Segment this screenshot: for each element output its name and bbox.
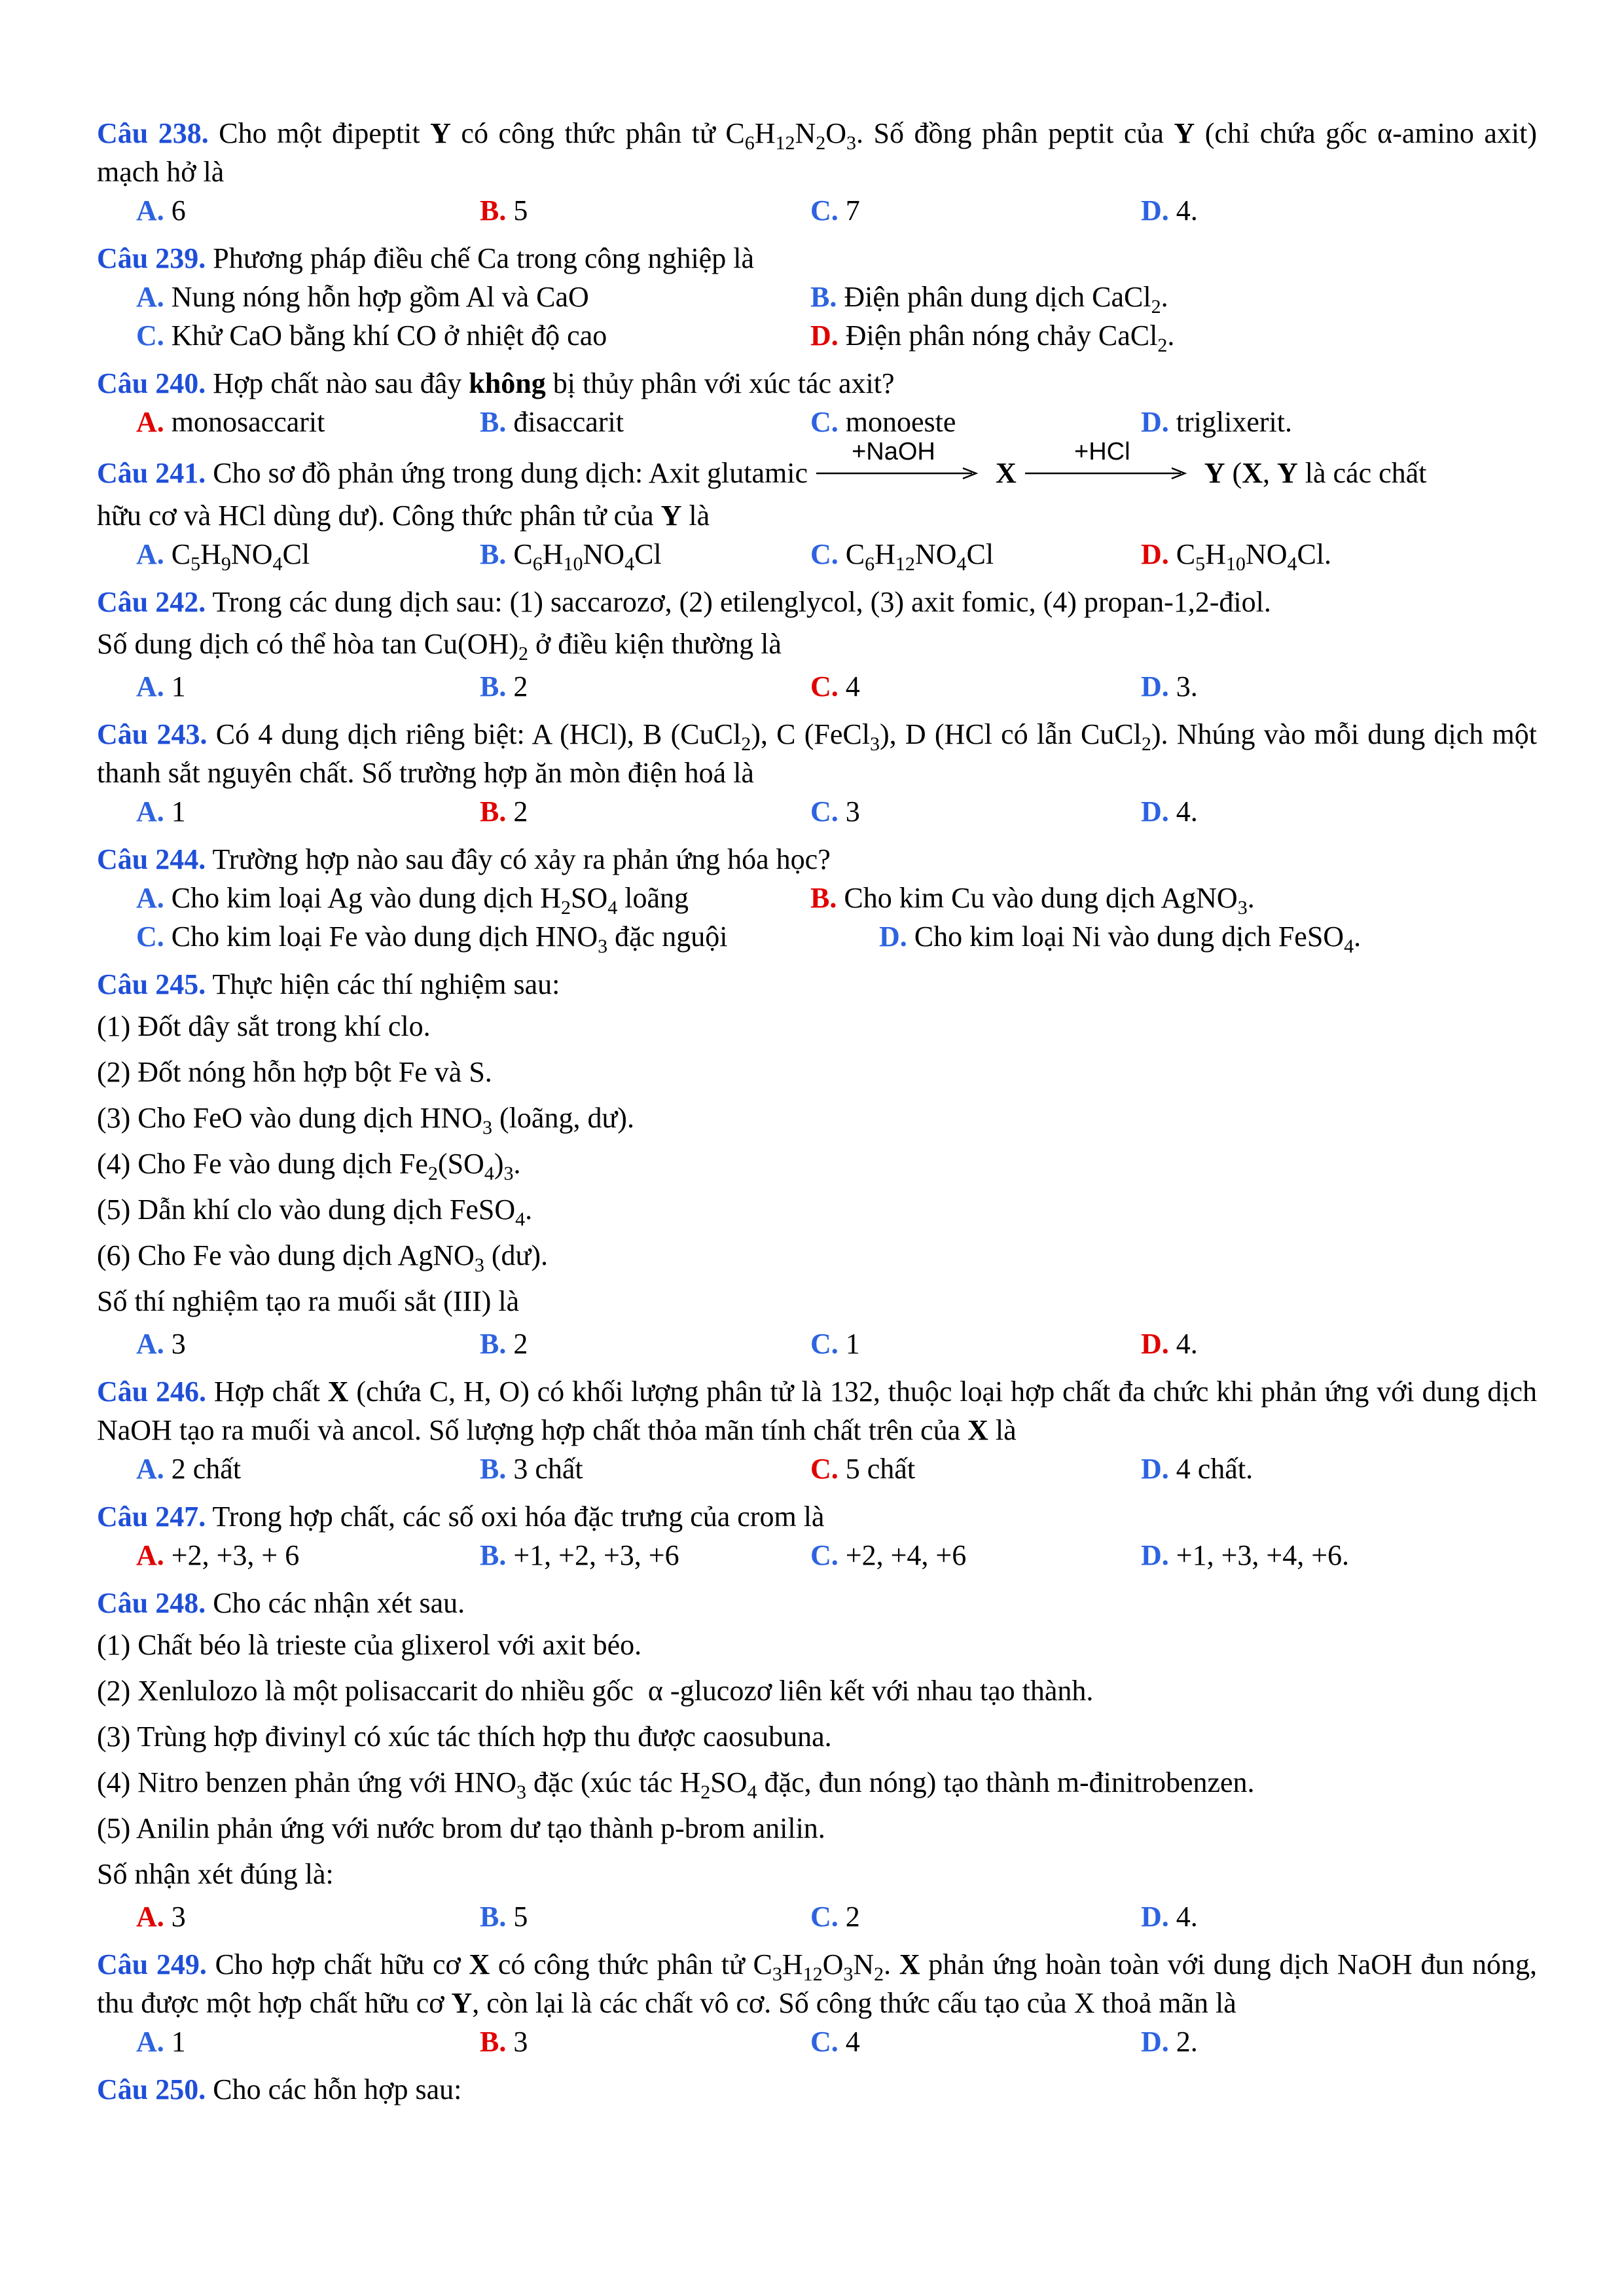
option-text: đisaccarit: [506, 406, 624, 438]
answer-option-d[interactable]: [1141, 1536, 1349, 1575]
answer-option-c[interactable]: [810, 792, 860, 831]
option-text: 3: [164, 1328, 186, 1360]
answer-option-c[interactable]: [810, 1536, 966, 1575]
option-text: 2 chất: [164, 1453, 242, 1485]
answer-option-c[interactable]: [810, 191, 860, 230]
option-letter: D.: [810, 319, 839, 352]
option-text: 1: [164, 795, 186, 828]
answer-options-row: [97, 917, 1537, 956]
option-text: 2: [506, 795, 528, 828]
answer-option-a[interactable]: [136, 1897, 186, 1936]
answer-option-b[interactable]: [480, 403, 624, 441]
question-stem: Câu 241. Cho sơ đồ phản ứng trong dung dịch: Axit glutamic +NaOH X +HCl Y (X, Y là các chất: [97, 450, 1537, 496]
answer-option-c[interactable]: [810, 2022, 860, 2061]
answer-option-a[interactable]: [136, 879, 689, 917]
option-text: Điện phân nóng chảy CaCl$_2$.: [838, 319, 1175, 356]
question-number: Câu 247.: [97, 1501, 206, 1533]
answer-options-row: [97, 879, 1537, 917]
option-letter: C.: [810, 406, 839, 438]
option-letter: A.: [136, 194, 164, 227]
statement-line: (4) Cho Fe vào dung dịch $Fe_2(SO_4)_3$.: [97, 1148, 521, 1184]
option-letter: D.: [1141, 795, 1169, 828]
option-letter: A.: [136, 406, 164, 438]
statement-line: Số nhận xét đúng là:: [97, 1858, 334, 1890]
question-stem: [97, 114, 1537, 191]
answer-option-c[interactable]: [810, 535, 994, 574]
answer-option-b[interactable]: [810, 879, 1255, 917]
option-text: +2, +3, + 6: [164, 1539, 300, 1571]
question-stem: [97, 583, 1537, 621]
question-stem: [97, 364, 1537, 403]
answer-option-b[interactable]: [480, 2022, 528, 2061]
statement-line: (2) Xenlulozo là một polisaccarit do nhiều gốc α -glucozơ liên kết với nhau tạo thành.: [97, 1675, 1094, 1707]
arrow-reagent-label: +HCl: [1074, 438, 1130, 465]
option-letter: C.: [810, 1539, 839, 1571]
option-letter: A.: [136, 1328, 164, 1360]
option-text: $C_6H_{10}NO_4Cl$: [506, 538, 662, 575]
option-letter: A.: [136, 2026, 164, 2058]
answer-options: [97, 2022, 1537, 2061]
answer-options: [97, 667, 1537, 706]
answer-option-a[interactable]: [136, 1536, 299, 1575]
question-number: Câu 239.: [97, 242, 206, 274]
question-text: Phương pháp điều chế Ca trong công nghiệp là: [206, 242, 754, 274]
option-text: 4 chất.: [1168, 1453, 1254, 1485]
answer-options: [97, 191, 1537, 230]
question-text: Cho một đipeptit Y có công thức phân tử $C_6H_{12}N_2O_3$. Số đồng phân peptit của Y (chỉ chứa gốc α-amino axit) mạch hở là: [97, 117, 1538, 188]
option-text: Khử CaO bằng khí CO ở nhiệt độ cao: [164, 319, 607, 352]
answer-option-c[interactable]: [810, 1449, 915, 1488]
question-text: Thực hiện các thí nghiệm sau:: [206, 968, 560, 1000]
option-text: 4.: [1168, 194, 1198, 227]
answer-option-b[interactable]: [810, 278, 1168, 316]
option-letter: D.: [1141, 538, 1169, 570]
question-stem: [97, 965, 1537, 1004]
question-stem-line: Số dung dịch có thể hòa $\tan Cu(OH)_2$ ở điều kiện thường là: [97, 628, 782, 665]
option-text: 4.: [1168, 1328, 1198, 1360]
statement-line: (5) Anilin phản ứng với nước brom dư tạo thành p-brom anilin.: [97, 1812, 825, 1844]
question-text: Hợp chất X (chứa C, H, O) có khối lượng phân tử là 132, thuộc loại hợp chất đa chức khi phản ứng với dung dịch NaOH tạo ra muối và ancol. Số lượng hợp chất thỏa mãn tính chất trên của X là: [97, 1376, 1537, 1446]
option-text: 1: [838, 1328, 860, 1360]
option-text: 3.: [1168, 670, 1198, 702]
answer-option-b[interactable]: [480, 1897, 528, 1936]
option-letter: B.: [480, 1539, 507, 1571]
answer-option-b[interactable]: [480, 1324, 528, 1363]
answer-option-d[interactable]: [1141, 1897, 1198, 1936]
reaction-arrow: [1024, 438, 1197, 484]
question-text: Cho các hỗn hợp sau:: [206, 2073, 462, 2105]
option-text: $C_5H_{10}NO_4Cl$.: [1168, 538, 1332, 575]
question-238: [97, 114, 1537, 230]
question-stem: [97, 1497, 1537, 1536]
answer-option-d[interactable]: [879, 917, 1361, 956]
question-number: Câu 240.: [97, 367, 206, 399]
question-text: Trong các dung dịch sau: (1) saccarozơ, (2) etilenglycol, (3) axit fomic, (4) propan-1,2-điol.: [206, 586, 1271, 618]
answer-option-c[interactable]: [810, 1897, 860, 1936]
option-text: 4.: [1168, 795, 1198, 828]
answer-options: [97, 1324, 1537, 1363]
option-text: +1, +3, +4, +6.: [1168, 1539, 1350, 1571]
question-stem: [97, 715, 1537, 792]
option-letter: A.: [136, 1901, 164, 1933]
answer-option-d[interactable]: [1141, 535, 1331, 574]
question-stem: [97, 1945, 1537, 2022]
option-letter: C.: [810, 538, 839, 570]
statement-line: (4) Nitro benzen phản ứng với $HNO_3$ đặc (xúc tác $H_2SO_4$ đặc, đun nóng) tạo thành m-đinitrobenzen.: [97, 1766, 1255, 1803]
question-text: Cho các nhận xét sau.: [206, 1587, 465, 1619]
answer-option-d[interactable]: [1141, 667, 1198, 706]
option-text: $C_5H_9NO_4Cl$: [164, 538, 310, 575]
option-letter: D.: [1141, 2026, 1169, 2058]
statement-line: (2) Đốt nóng hỗn hợp bột Fe và S.: [97, 1056, 492, 1088]
question-text: Hợp chất nào sau đây không bị thủy phân với xúc tác axit?: [206, 367, 895, 399]
option-text: 4.: [1168, 1901, 1198, 1933]
option-letter: B.: [480, 1453, 507, 1485]
option-letter: C.: [810, 194, 839, 227]
option-letter: B.: [480, 194, 507, 227]
option-letter: A.: [136, 281, 164, 313]
statement-line: Số thí nghiệm tạo ra muối sắt (III) là: [97, 1285, 520, 1317]
option-letter: B.: [480, 538, 507, 570]
option-text: 4: [838, 2026, 860, 2058]
statement-line: (3) Trùng hợp đivinyl có xúc tác thích hợp thu được caosubuna.: [97, 1721, 832, 1753]
option-letter: C.: [810, 1901, 839, 1933]
option-text: 6: [164, 194, 186, 227]
question-247: [97, 1497, 1537, 1575]
option-text: 4: [838, 670, 860, 702]
intermediate-x: X: [988, 457, 1024, 489]
answer-option-a[interactable]: [136, 278, 589, 316]
statement-line: (5) Dẫn khí clo vào dung dịch FeSO$_4$.: [97, 1194, 533, 1230]
question-text: Trong hợp chất, các số oxi hóa đặc trưng của crom là: [206, 1501, 825, 1533]
question-stem: [97, 2070, 1537, 2109]
question-number: Câu 241.: [97, 457, 206, 489]
option-letter: D.: [1141, 1328, 1169, 1360]
option-letter: A.: [136, 795, 164, 828]
option-letter: C.: [136, 920, 164, 953]
option-letter: A.: [136, 1453, 164, 1485]
answer-option-b[interactable]: [480, 1536, 679, 1575]
question-stem-continued: hữu cơ và HCl dùng dư). Công thức phân tử của Y là: [97, 500, 710, 532]
option-letter: A.: [136, 538, 164, 570]
option-text: Cho kim loại Ag vào dung dịch $H_2SO_4$ loãng: [164, 882, 689, 919]
answer-option-a[interactable]: [136, 2022, 186, 2061]
question-number: Câu 250.: [97, 2073, 206, 2105]
statement-line: (1) Đốt dây sắt trong khí clo.: [97, 1010, 431, 1042]
option-letter: A.: [136, 670, 164, 702]
answer-option-a[interactable]: [136, 1324, 186, 1363]
option-text: 7: [838, 194, 860, 227]
option-letter: C.: [810, 795, 839, 828]
answer-option-d[interactable]: [1141, 191, 1198, 230]
answer-option-d[interactable]: [1141, 792, 1198, 831]
option-letter: B.: [480, 2026, 507, 2058]
answer-option-d[interactable]: [1141, 1449, 1253, 1488]
option-text: 5: [506, 194, 528, 227]
answer-options: [97, 1536, 1537, 1575]
option-text: 3: [506, 2026, 528, 2058]
option-text: Điện phân dung dịch CaCl$_2$.: [837, 281, 1168, 318]
option-letter: D.: [1141, 1901, 1169, 1933]
answer-option-a[interactable]: [136, 1449, 241, 1488]
option-letter: D.: [1141, 670, 1169, 702]
answer-options: [97, 1897, 1537, 1936]
answer-option-b[interactable]: [480, 667, 528, 706]
question-243: [97, 715, 1537, 831]
option-letter: B.: [480, 1901, 507, 1933]
option-text: 1: [164, 670, 186, 702]
option-letter: B.: [480, 670, 507, 702]
question-number: Câu 245.: [97, 968, 206, 1000]
option-letter: D.: [1141, 1539, 1169, 1571]
answer-option-a[interactable]: [136, 667, 186, 706]
option-letter: D.: [1141, 1453, 1169, 1485]
arrow-icon: [1024, 467, 1187, 480]
answer-option-d[interactable]: [1141, 1324, 1198, 1363]
answer-options-row: [97, 278, 1537, 316]
option-text: +1, +2, +3, +6: [506, 1539, 679, 1571]
answer-option-b[interactable]: [480, 1449, 583, 1488]
option-letter: B.: [480, 406, 507, 438]
option-letter: A.: [136, 1539, 164, 1571]
option-text: triglixerit.: [1168, 406, 1292, 438]
option-text: monosaccarit: [164, 406, 325, 438]
question-number: Câu 249.: [97, 1948, 207, 1980]
option-text: 3: [164, 1901, 186, 1933]
option-letter: C.: [810, 670, 839, 702]
question-number: Câu 246.: [97, 1376, 207, 1408]
answer-options-row: [97, 316, 1537, 355]
statement-line: (6) Cho Fe vào dung dịch AgNO$_3$ (dư).: [97, 1239, 548, 1276]
question-stem: [97, 1584, 1537, 1622]
option-text: 1: [164, 2026, 186, 2058]
option-letter: D.: [1141, 406, 1169, 438]
answer-options: [97, 535, 1537, 574]
answer-options: [97, 1449, 1537, 1488]
option-text: 2.: [1168, 2026, 1198, 2058]
question-text: Có 4 dung dịch riêng biệt: A (HCl), B (CuCl$_2$), C (FeCl$_3$), D (HCl có lẫn CuCl$_2$). Nhúng vào mỗi dung dịch một thanh sắt nguyên chất. Số trường hợp ăn mòn điện hoá là: [97, 718, 1538, 789]
question-text: Trường hợp nào sau đây có xảy ra phản ứng hóa học?: [206, 843, 831, 875]
option-text: +2, +4, +6: [838, 1539, 967, 1571]
question-number: Câu 243.: [97, 718, 208, 750]
option-text: 5: [506, 1901, 528, 1933]
option-letter: C.: [810, 1328, 839, 1360]
question-249: [97, 1945, 1537, 2061]
option-text: 5 chất: [838, 1453, 916, 1485]
option-letter: D.: [879, 920, 907, 953]
question-stem: [97, 840, 1537, 879]
option-text: Nung nóng hỗn hợp gồm Al và CaO: [164, 281, 589, 313]
option-letter: C.: [810, 1453, 839, 1485]
answer-option-c[interactable]: [136, 917, 727, 956]
answer-option-d[interactable]: [810, 316, 1174, 355]
answer-option-a[interactable]: [136, 535, 310, 574]
statement-line: (3) Cho FeO vào dung dịch $HNO_3$ (loãng, dư).: [97, 1102, 634, 1139]
option-text: monoeste: [838, 406, 956, 438]
answer-option-c[interactable]: [136, 316, 607, 355]
answer-option-d[interactable]: [1141, 2022, 1198, 2061]
answer-option-a[interactable]: [136, 403, 325, 441]
question-241: [97, 438, 1537, 575]
question-number: Câu 244.: [97, 843, 206, 875]
question-242: [97, 583, 1537, 706]
option-text: 2: [506, 670, 528, 702]
exam-page: [97, 105, 1537, 2109]
question-244: [97, 840, 1537, 956]
answer-option-a[interactable]: [136, 792, 186, 831]
question-text: Cho hợp chất hữu cơ X có công thức phân tử $C_3H_{12}O_3N_2$. X phản ứng hoàn toàn với dung dịch NaOH đun nóng, thu được một hợp chất hữu cơ Y, còn lại là các chất vô cơ. Số công thức cấu tạo của X thoả mãn là: [97, 1948, 1538, 2019]
question-246: [97, 1372, 1537, 1488]
question-number: Câu 248.: [97, 1587, 206, 1619]
arrow-reagent-label: +NaOH: [852, 438, 935, 465]
answer-option-a[interactable]: [136, 191, 186, 230]
question-250: [97, 2070, 1537, 2109]
option-text: Cho kim loại Ni vào dung dịch FeSO$_4$.: [907, 920, 1362, 957]
option-letter: D.: [1141, 194, 1169, 227]
option-text: $C_6H_{12}NO_4Cl$: [838, 538, 994, 575]
question-number: Câu 242.: [97, 586, 206, 618]
question-239: [97, 239, 1537, 355]
option-letter: B.: [480, 1328, 507, 1360]
option-letter: B.: [480, 795, 507, 828]
answer-options: [97, 792, 1537, 831]
option-letter: A.: [136, 882, 164, 914]
option-text: 3 chất: [506, 1453, 583, 1485]
stem-tail: Y (X, Y là các chất: [1204, 457, 1427, 489]
arrow-icon: [815, 467, 979, 480]
reaction-arrow: [815, 438, 988, 484]
answer-option-b[interactable]: [480, 191, 528, 230]
option-text: Cho kim loại Fe vào dung dịch $HNO_3$ đặc nguội: [164, 920, 728, 957]
question-248: [97, 1584, 1537, 1936]
option-text: 2: [506, 1328, 528, 1360]
question-stem: [97, 1372, 1537, 1449]
answer-option-b[interactable]: [480, 792, 528, 831]
question-245: [97, 965, 1537, 1363]
option-letter: B.: [810, 281, 837, 313]
option-text: Cho kim Cu vào dung dịch AgNO$_3$.: [837, 882, 1255, 919]
option-letter: C.: [810, 2026, 839, 2058]
answer-option-c[interactable]: [810, 667, 860, 706]
answer-option-b[interactable]: [480, 535, 662, 574]
option-letter: C.: [136, 319, 164, 352]
option-letter: B.: [810, 882, 837, 914]
option-text: 3: [838, 795, 860, 828]
answer-option-c[interactable]: [810, 1324, 860, 1363]
statement-line: (1) Chất béo là trieste của glixerol với axit béo.: [97, 1629, 642, 1661]
question-number: Câu 238.: [97, 117, 209, 149]
question-stem: [97, 239, 1537, 278]
option-text: 2: [838, 1901, 860, 1933]
